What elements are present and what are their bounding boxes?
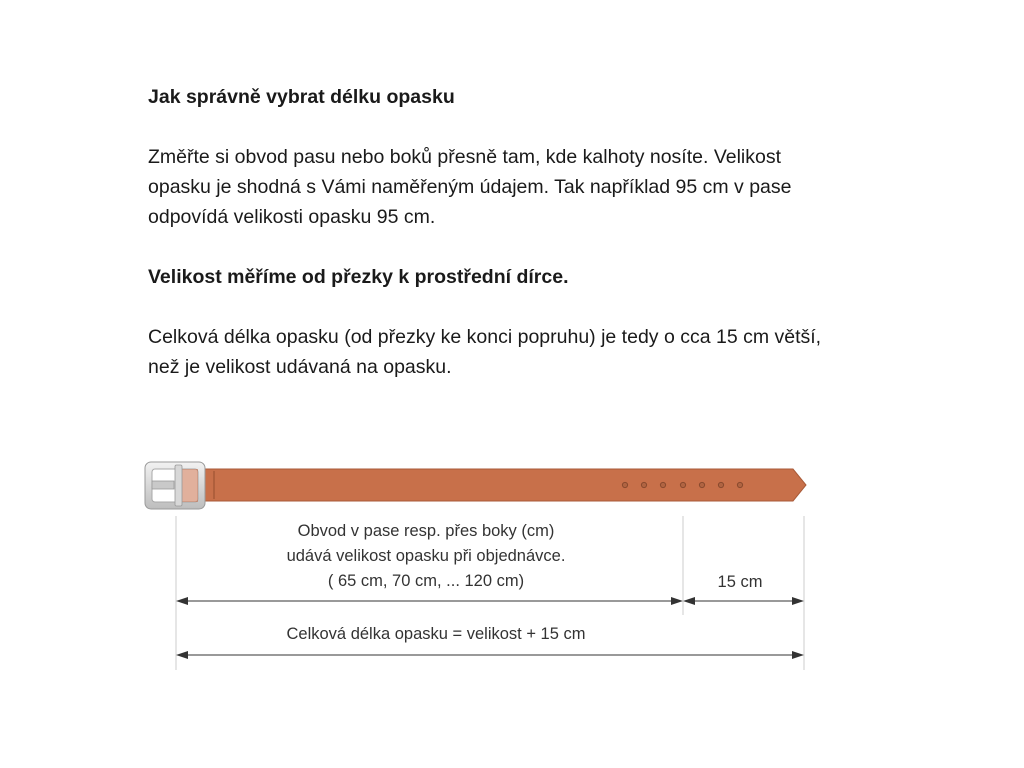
intro-line-2: opasku je shodná s Vámi naměřeným údajem. Tak například 95 cm v pase bbox=[148, 176, 792, 198]
extra-dimension-line bbox=[683, 597, 804, 605]
belt-hole bbox=[622, 482, 627, 487]
total-dimension-line bbox=[176, 651, 804, 659]
belt-hole bbox=[660, 482, 665, 487]
buckle-icon bbox=[145, 462, 205, 509]
size-label bbox=[226, 519, 626, 594]
total-length-line-2: než je velikost udávaná na opasku. bbox=[148, 356, 452, 378]
page-title: Jak správně vybrat délku opasku bbox=[148, 86, 455, 108]
size-label-line-2: udává velikost opasku při objednávce. bbox=[286, 547, 566, 565]
size-label-line-3: ( 65 cm, 70 cm, ... 120 cm) bbox=[327, 572, 525, 590]
measure-note: Velikost měříme od přezky k prostřední dírce. bbox=[148, 266, 569, 288]
extra-length-label: 15 cm bbox=[717, 573, 763, 591]
belt-strap bbox=[178, 469, 806, 501]
belt-hole bbox=[718, 482, 723, 487]
belt-hole bbox=[699, 482, 704, 487]
belt-hole bbox=[680, 482, 685, 487]
size-label-line-1: Obvod v pase resp. přes boky (cm) bbox=[297, 522, 555, 540]
total-length-label: Celková délka opasku = velikost + 15 cm bbox=[286, 625, 586, 643]
belt-hole bbox=[737, 482, 742, 487]
size-dimension-line bbox=[176, 597, 683, 605]
belt-hole bbox=[641, 482, 646, 487]
total-length-line-1: Celková délka opasku (od přezky ke konci popruhu) je tedy o cca 15 cm větší, bbox=[148, 326, 822, 348]
intro-line-1: Změřte si obvod pasu nebo boků přesně tam, kde kalhoty nosíte. Velikost bbox=[148, 146, 782, 168]
intro-line-3: odpovídá velikosti opasku 95 cm. bbox=[148, 206, 436, 228]
